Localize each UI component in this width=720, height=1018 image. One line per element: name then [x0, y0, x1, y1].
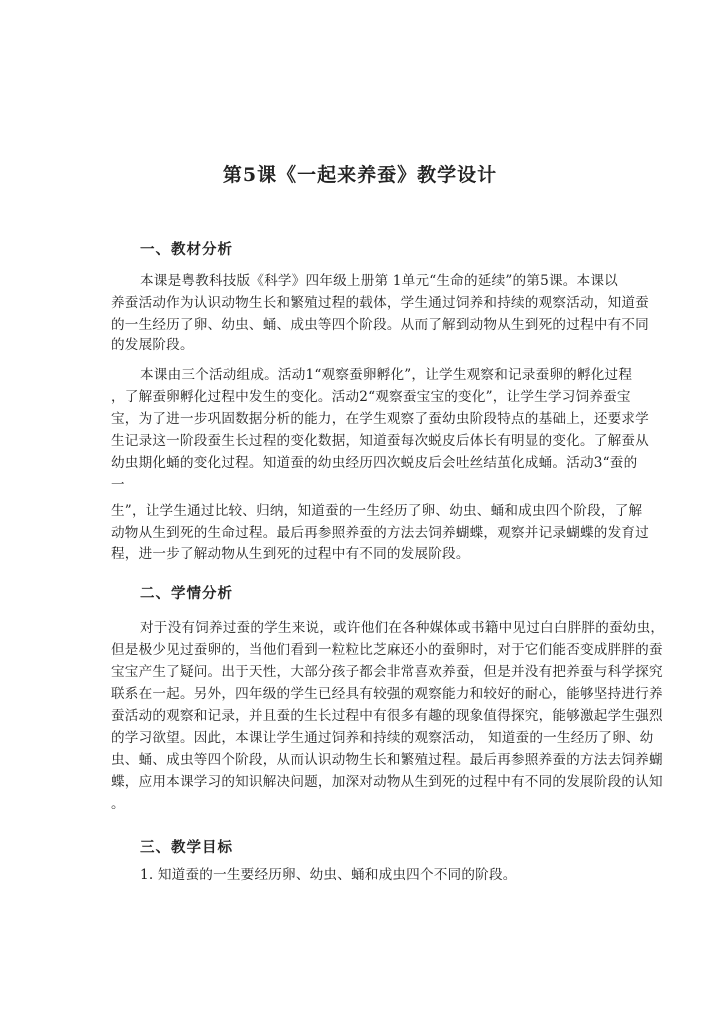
- text-line: 养蚕活动作为认识动物生长和繁殖过程的载体，学生通过饲养和持续的观察活动，知道蚕: [111, 295, 649, 311]
- text-line: 生记录这一阶段蚕生长过程的变化数据，知道蚕每次蜕皮后体长有明显的变化。了解蚕从: [111, 433, 649, 449]
- text-line: 蚕活动的观察和记录，并且蚕的生长过程中有很多有趣的现象值得探究，能够激起学生强烈: [111, 708, 663, 724]
- text-line: 程，进一步了解动物从生到死的过程中有不同的发展阶段。: [111, 546, 470, 562]
- text-line: 但是极少见过蚕卵的，当他们看到一粒粒比芝麻还小的蚕卵时，对于它们能否变成胖胖的蚕: [111, 642, 663, 658]
- text-line: 。: [111, 796, 125, 812]
- goal-item: 1. 知道蚕的一生要经历卵、幼虫、蛹和成虫四个不同的阶段。: [140, 867, 517, 883]
- text-line: 幼虫期化蛹的变化过程。知道蚕的幼虫经历四次蜕皮后会吐丝结茧化成蛹。活动3“蚕的: [111, 455, 638, 471]
- text-line: 虫、蛹、成虫等四个阶段，从而认识动物生长和繁殖过程。最后再参照养蚕的方法去饲养蝴: [111, 752, 663, 768]
- text-line: 动物从生到死的生命过程。最后再参照养蚕的方法去饲养蝴蝶，观察并记录蝴蝶的发育过: [111, 525, 649, 541]
- text-line: ，了解蚕卵孵化过程中发生的变化。活动2“观察蚕宝宝的变化”，让学生学习饲养蚕宝: [111, 389, 631, 405]
- text-line: 生”，让学生通过比较、归纳，知道蚕的一生经历了卵、幼虫、蛹和成虫四个阶段，了解: [111, 503, 643, 519]
- text-line: 宝，为了进一步巩固数据分析的能力，在学生观察了蚕幼虫阶段特点的基础上，还要求学: [111, 411, 649, 427]
- section-heading-student-analysis: 二、学情分析: [140, 585, 233, 602]
- text-line: 对于没有饲养过蚕的学生来说，或许他们在各种媒体或书籍中见过白白胖胖的蚕幼虫，: [140, 620, 665, 636]
- section-heading-textbook-analysis: 一、教材分析: [140, 241, 233, 258]
- text-line: 宝宝产生了疑问。出于天性，大部分孩子都会非常喜欢养蚕，但是并没有把养蚕与科学探究: [111, 664, 663, 680]
- text-line: 蝶，应用本课学习的知识解决问题，加深对动物从生到死的过程中有不同的发展阶段的认知: [111, 774, 663, 790]
- page-title: 第5课《一起来养蚕》教学设计: [222, 164, 498, 186]
- text-line: 的发展阶段。: [111, 337, 194, 353]
- text-line: 联系在一起。另外，四年级的学生已经具有较强的观察能力和较好的耐心，能够坚持进行养: [111, 686, 663, 702]
- text-line: 本课是粤教科技版《科学》四年级上册第 1单元“生命的延续”的第5课。本课以: [140, 273, 618, 289]
- text-line: 的学习欲望。因此，本课让学生通过饲养和持续的观察活动， 知道蚕的一生经历了卵、幼: [111, 730, 654, 746]
- text-line: 一: [111, 477, 125, 493]
- text-line: 本课由三个活动组成。活动1“观察蚕卵孵化”，让学生观察和记录蚕卵的孵化过程: [140, 367, 633, 383]
- section-heading-teaching-goals: 三、教学目标: [140, 839, 233, 856]
- text-line: 的一生经历了卵、幼虫、蛹、成虫等四个阶段。从而了解到动物从生到死的过程中有不同: [111, 317, 649, 333]
